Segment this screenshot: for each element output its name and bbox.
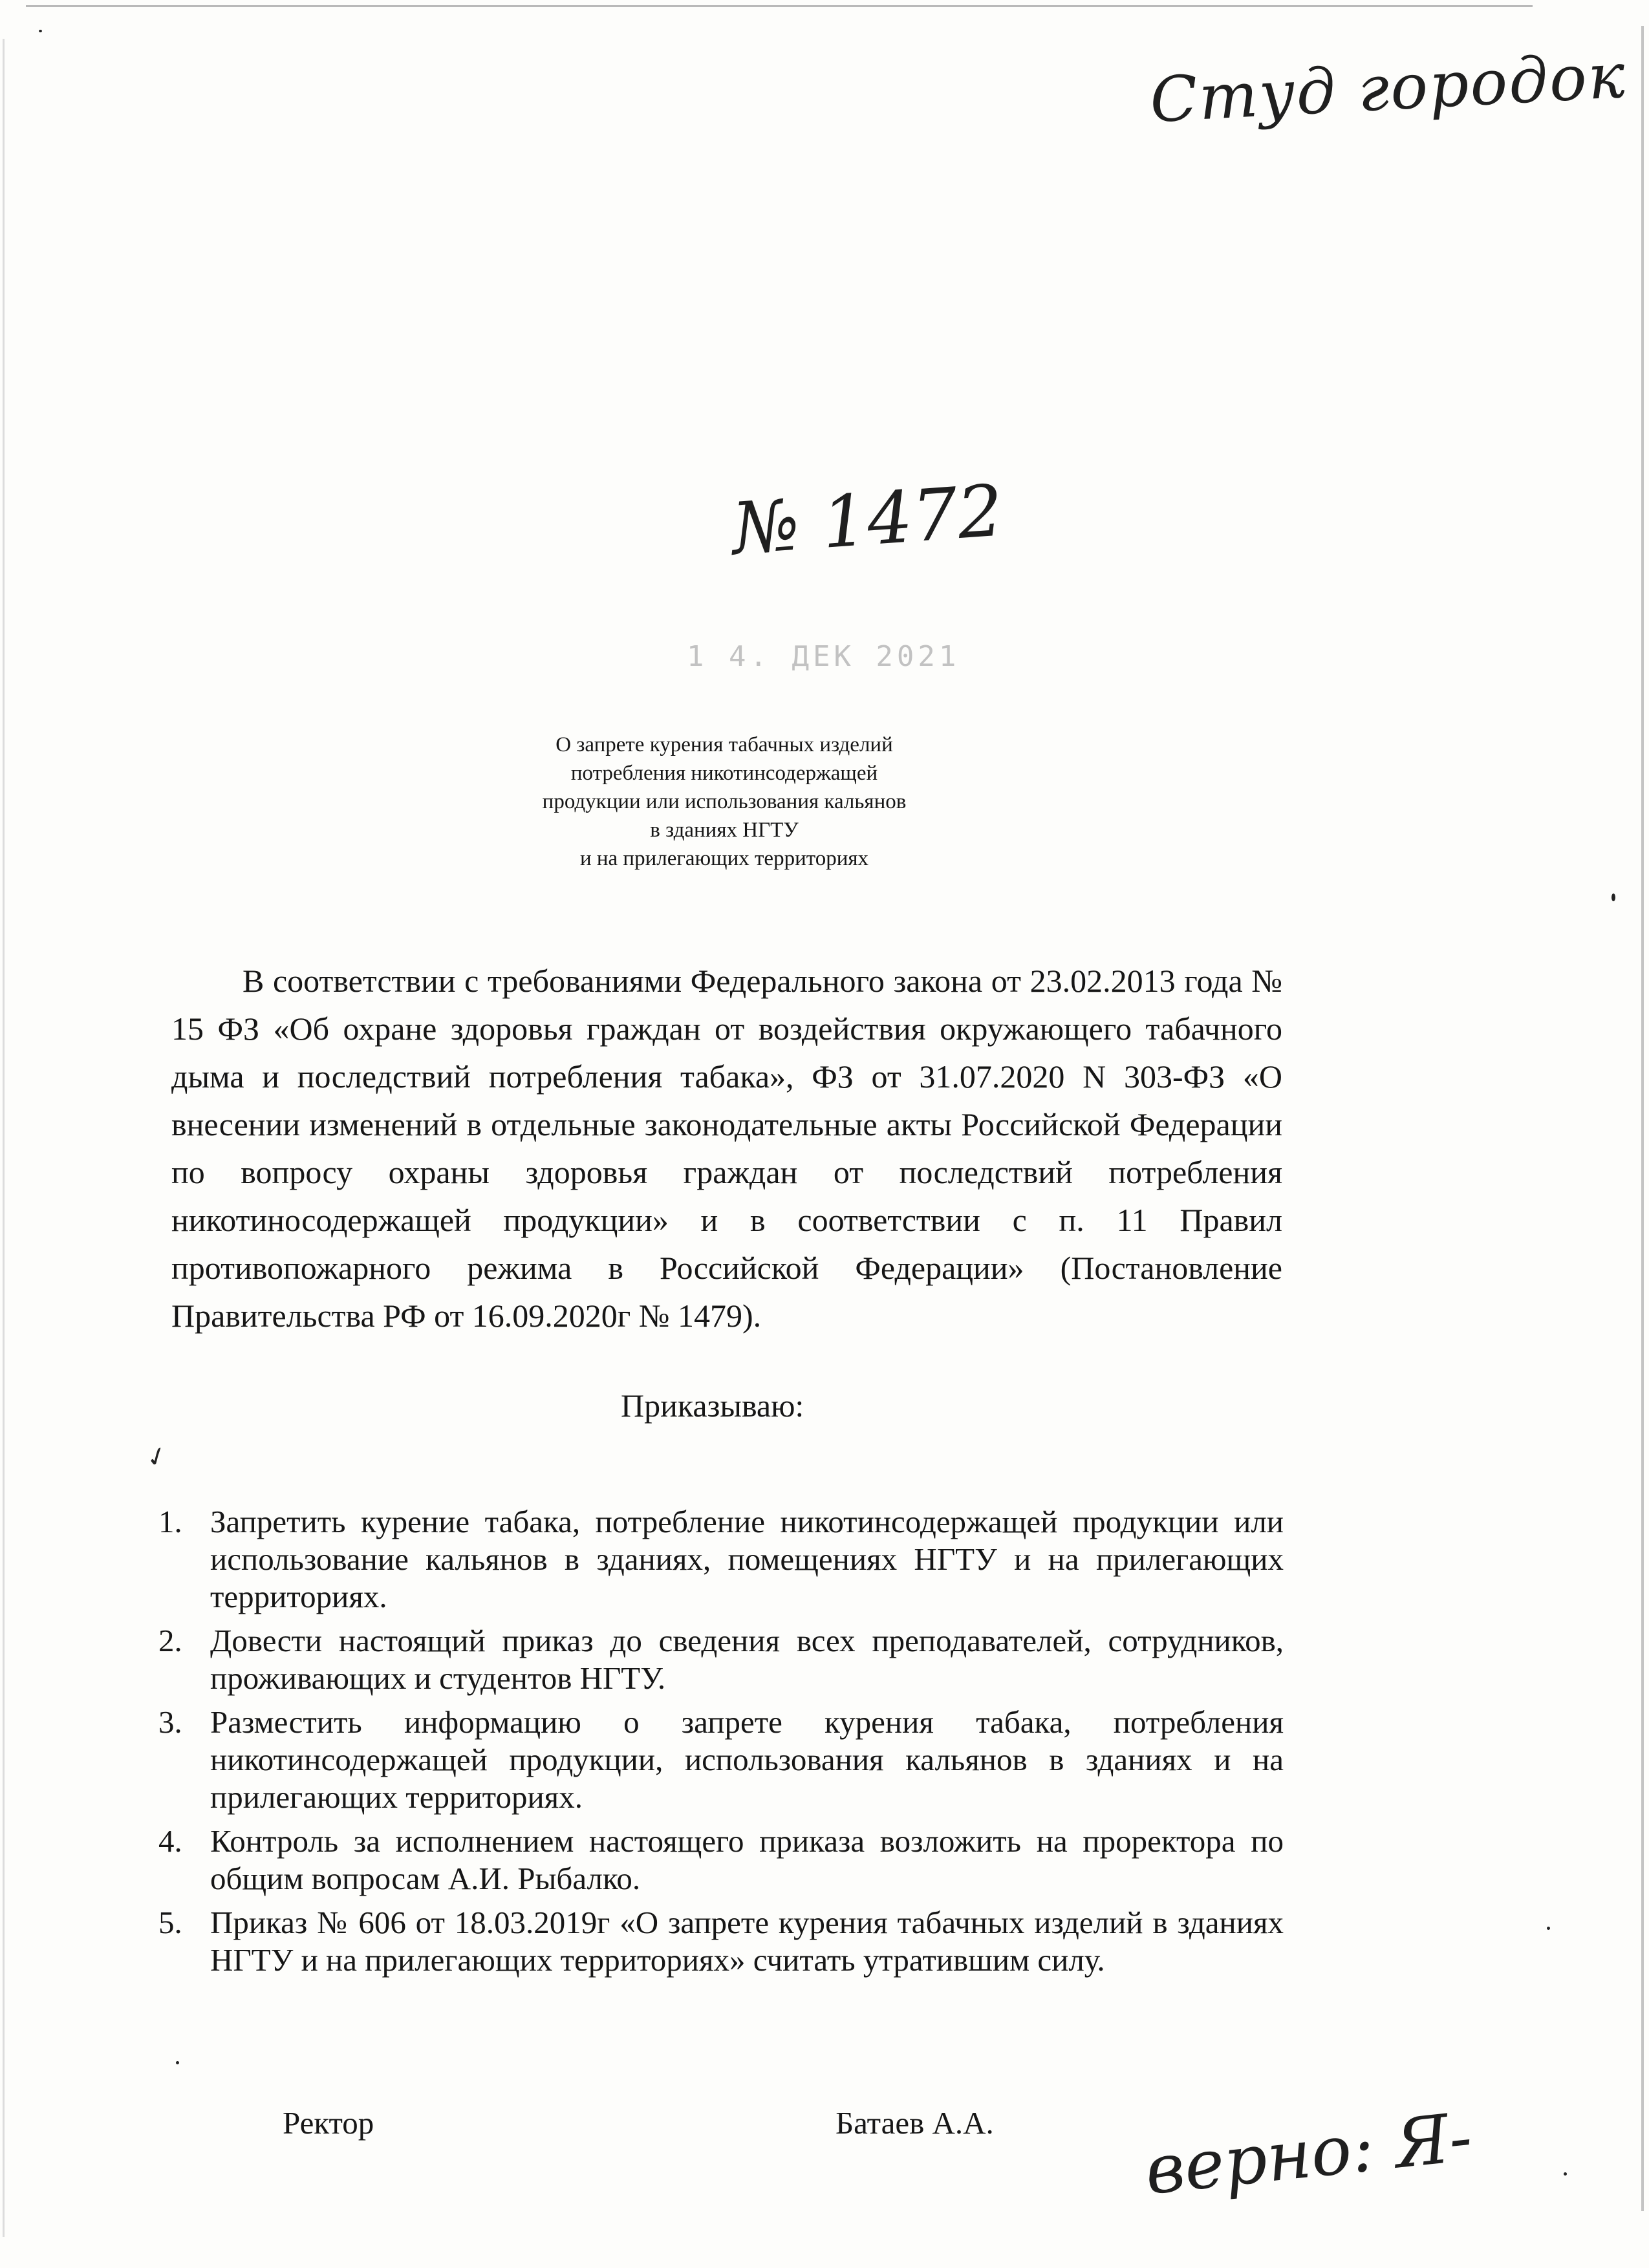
item-number: 5. (158, 1905, 182, 1940)
title-line: и на прилегающих территориях (579, 847, 869, 870)
title-line: потребления никотинсодержащей (570, 762, 878, 785)
list-item (158, 1704, 1284, 1816)
list-item (158, 1823, 1284, 1898)
handwritten-certification: верно: Я- (1141, 2097, 1476, 2210)
title-line: продукции или использования кальянов (542, 790, 907, 813)
preamble-paragraph: В соответствии с требованиями Федерального закона от 23.02.2013 года № 15 ФЗ «Об охране здоровья граждан от воздействия окружающего табачного дыма и последствий потребления табака», ФЗ от 31.07.2020 N 303-ФЗ «О внесении изменений в отдельные законодательные акты Российской Федерации по вопросу охраны здоровья граждан от последствий потребления никотиносодержащей продукции» и в соответствии с п. 11 Правил противопожарного режима в Российской Федерации» (Постановление Правительства РФ от 16.09.2020г № 1479). (171, 963, 1282, 1334)
item-number: 4. (158, 1823, 182, 1859)
item-text: Запретить курение табака, потребление никотинсодержащей продукции или использование кальянов в зданиях, помещениях НГТУ и на прилегающих территориях. (210, 1504, 1284, 1614)
scan-speck (1547, 1927, 1550, 1930)
scan-edge-top (26, 5, 1533, 7)
signatory-name: Батаев А.А. (835, 2105, 994, 2141)
scan-speck (176, 2061, 179, 2064)
signatory-role: Ректор (283, 2105, 374, 2141)
item-text: Контроль за исполнением настоящего приказа возложить на проректора по общим вопросам А.И. Рыбалко. (210, 1823, 1284, 1896)
scan-speck (39, 30, 42, 32)
scan-edge-left (3, 39, 5, 2237)
item-text: Приказ № 606 от 18.03.2019г «О запрете курения табачных изделий в зданиях НГТУ и на прилегающих территориях» считать утратившим силу. (210, 1905, 1284, 1978)
document-title (479, 731, 970, 873)
scan-speck (1564, 2172, 1567, 2176)
item-number: 2. (158, 1623, 182, 1658)
date-stamp: 1 4. ДЕК 2021 (687, 640, 960, 673)
order-items-list (158, 1503, 1284, 1985)
list-item (158, 1904, 1284, 1979)
list-item (158, 1622, 1284, 1697)
scan-edge-right (1641, 26, 1644, 2211)
list-item (158, 1503, 1284, 1616)
handwritten-order-number: № 1472 (729, 469, 1006, 571)
item-text: Разместить информацию о запрете курения табака, потребления никотинсодержащей продукции, использования кальянов в зданиях и на прилегающих территориях. (210, 1704, 1284, 1815)
item-number: 3. (158, 1704, 182, 1740)
scan-speck (1611, 893, 1615, 901)
title-line: О запрете курения табачных изделий (555, 733, 893, 756)
item-text: Довести настоящий приказ до сведения всех преподавателей, сотрудников, проживающих и студентов НГТУ. (210, 1623, 1284, 1696)
title-line: в зданиях НГТУ (650, 818, 799, 842)
item-number: 1. (158, 1504, 182, 1539)
handwritten-department-note: Студ городок (1148, 39, 1628, 137)
order-heading: Приказываю: (621, 1387, 804, 1424)
check-mark-icon: ✓ (142, 1439, 173, 1475)
